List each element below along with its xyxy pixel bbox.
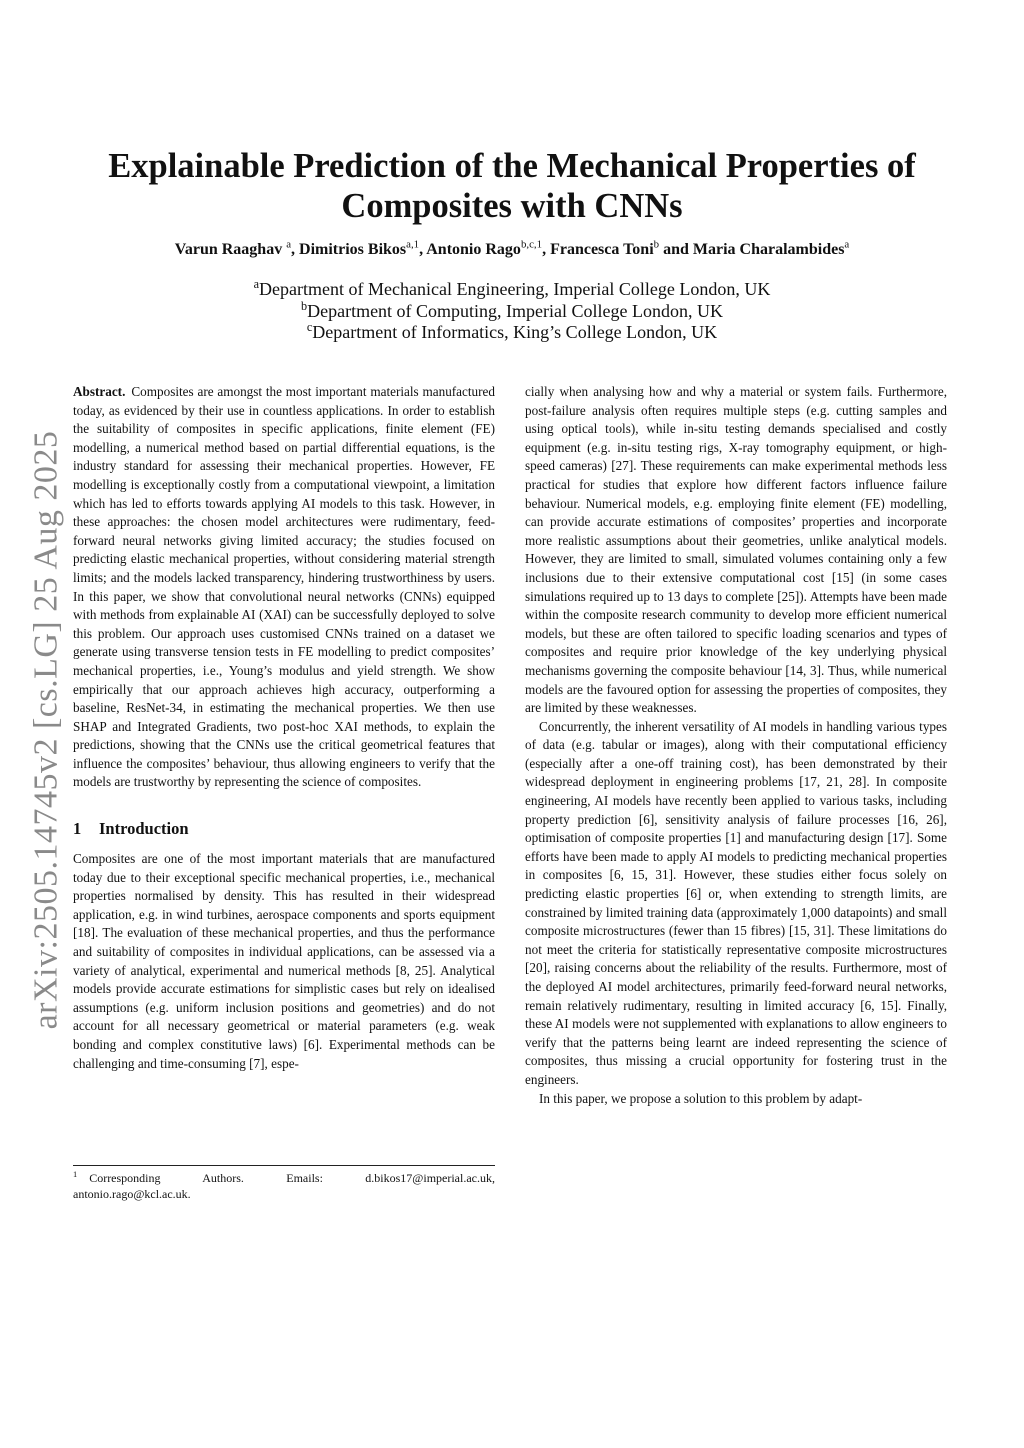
affiliation-marker: a (253, 277, 260, 291)
author-separator: , (542, 241, 551, 258)
arxiv-identifier: arXiv:2505.14745v2 [cs.LG] 25 Aug 2025 (27, 430, 65, 1030)
author-separator: , (419, 241, 427, 258)
section-number: 1 (73, 819, 82, 839)
body-paragraph: In this paper, we propose a solution to this problem by adapt- (539, 1090, 863, 1106)
footnote (73, 1170, 495, 1202)
intro-paragraph: Composites are one of the most important materials that are manufactured today due to their exceptional specific mechanical properties, i.e., mechanical properties normalised by density. This has resulted in their widespread application, e.g. in wind turbines, aerospace components and sports equipment [18]. The evaluation of these mechanical properties, and thus the performance and suitability of composites in individual applications, can be assessed via a variety of analytical, experimental and numerical methods [8, 25]. Analytical models provide accurate estimations for simplistic cases but rely on idealised assumptions (e.g. uniform inclusion positions and geometries) and do not account for all necessary geometrical or material parameters (e.g. weak bonding and complex constitutive laws) [6]. Experimental methods can be challenging and time-consuming [7], espe- (73, 851, 495, 1071)
footnote-text: Corresponding Authors. Emails: d.bikos17@imperial.ac.uk, antonio.rago@kcl.ac.uk. (73, 1171, 495, 1201)
affiliation-text: Department of Mechanical Engineering, Imperial College London, UK (259, 279, 771, 299)
abstract (73, 383, 495, 792)
left-column (73, 383, 495, 1073)
affiliation-marker: b (300, 298, 308, 313)
author-affiliation-marker: a (286, 238, 292, 251)
author-name: Antonio Rago (426, 241, 521, 258)
abstract-label: Abstract. (73, 384, 126, 399)
affiliation-marker: c (306, 320, 313, 334)
affiliation-text: Department of Informatics, King’s College London, UK (312, 322, 718, 342)
affiliation-text: Department of Computing, Imperial College London, UK (307, 300, 724, 321)
author-affiliation-marker: b,c,1 (520, 238, 543, 251)
section-heading (73, 819, 495, 839)
author-name: Francesca Toni (550, 241, 654, 258)
author-separator: , (291, 241, 300, 258)
section-title: Introduction (99, 819, 189, 839)
arxiv-side-stamp (26, 420, 66, 1040)
author-list (60, 240, 964, 260)
paper-title: Explainable Prediction of the Mechanical Properties of Composites with CNNs (108, 147, 916, 225)
footnote-divider (73, 1165, 495, 1166)
affiliation-line (160, 322, 864, 344)
footnote-marker: 1 (73, 1170, 78, 1179)
body-paragraph: cially when analysing how and why a material or system fails. Furthermore, post-failure analysis often requires multiple steps (e.g. cutting samples and using optical tools), while in-situ testing demands specialised and costly equipment (e.g. in-situ testing rigs, X-ray tomography equipment, or high-speed cameras) [27]. These requirements can make experimental methods less practical for studies that explore how different factors influence failure behaviour. Numerical models, e.g. employing finite element (FE) modelling, can provide accurate estimations of composites’ properties and incorporate more realistic assumptions about their geometries, unlike analytical models. However, they are limited to small, simulated volumes containing only a few inclusions due to their extensive computational cost [15] (in some cases simulations required up to 13 days to complete [25]). Attempts have been made within the composite research community to develop more efficient numerical models, but these are often tailored to specific loading scenarios and types of composites and require prior knowledge of the key underlying physical mechanisms governing the composite behaviour [14, 3]. Thus, while numerical models are the favoured option for assessing the properties of composites, they are limited by these weaknesses. (525, 384, 947, 716)
affiliation-list (160, 279, 864, 344)
author-affiliation-marker: a (844, 238, 850, 251)
affiliation-line (160, 298, 864, 323)
author-name: Dimitrios Bikos (299, 241, 407, 258)
author-affiliation-marker: b (653, 238, 660, 251)
author-affiliation-marker: a,1 (406, 238, 420, 251)
affiliation-line (160, 279, 864, 301)
right-column (525, 383, 947, 1108)
body-paragraph: Concurrently, the inherent versatility of AI models in handling various types of data (e.g. tabular or images), along with their computational efficiency (especially after a one-off training cost), has been demonstrated by their widespread deployment in engineering problems [17, 21, 28]. In composite engineering, AI models have recently been applied to various tasks, including property prediction [6], sensitivity analysis of failure processes [16, 26], optimisation of composite properties [1] and manufacturing design [17]. Some efforts have been made to apply AI models to predicting mechanical properties in composites [6, 15, 31]. However, these studies either focus solely on predicting elastic properties [6] or, when extending to strength limits, are constrained by limited training data (approximately 1,000 datapoints) and small composite microstructures (fewer than 15 fibres) [15, 31]. These limitations do not meet the criteria for statistically representative composite microstructures [20], raising concerns about the reliability of the results. Furthermore, most of the deployed AI model architectures, primarily feed-forward neural networks, remain relatively rudimentary, resulting in limited accuracy [6, 15]. Finally, these AI models were not supplemented with explanations to allow engineers to verify that the patterns being learnt are indeed representing the science of composites, thus missing a crucial opportunity for fostering trust in the engineers. (525, 718, 947, 1087)
abstract-text: Composites are amongst the most important materials manufactured today, as evidenced by their use in countless applications. In order to establish the suitability of composites in specific applications, finite element (FE) modelling, a numerical method based on partial differential equations, is the industry standard for assessing their mechanical properties. However, FE modelling is exceptionally costly from a computational viewpoint, a limitation which has led to efforts towards applying AI models to this task. However, in these approaches: the chosen model architectures were rudimentary, feed-forward neural networks giving limited accuracy; the studies focused on predicting elastic mechanical properties, without considering material strength limits; and the models lacked transparency, hindering trustworthiness by users. In this paper, we show that convolutional neural networks (CNNs) equipped with methods from explainable AI (XAI) can be successfully deployed to solve this problem. Our approach uses customised CNNs trained on a dataset we generate using transverse tension tests in FE modelling to predict composites’ mechanical properties, i.e., Young’s modulus and yield strength. We show empirically that our approach achieves high accuracy, outperforming a baseline, ResNet-34, in estimating the mechanical properties. We then use SHAP and Integrated Gradients, two post-hoc XAI methods, to explain the predictions, showing that the CNNs use the critical geometrical features that influence the composites’ behaviour, thus allowing engineers to verify that the models are trustworthy by representing the science of composites. (73, 384, 495, 790)
author-name: Maria Charalambides (692, 241, 845, 258)
author-name: Varun Raaghav (174, 241, 283, 258)
author-separator: and (659, 241, 693, 258)
